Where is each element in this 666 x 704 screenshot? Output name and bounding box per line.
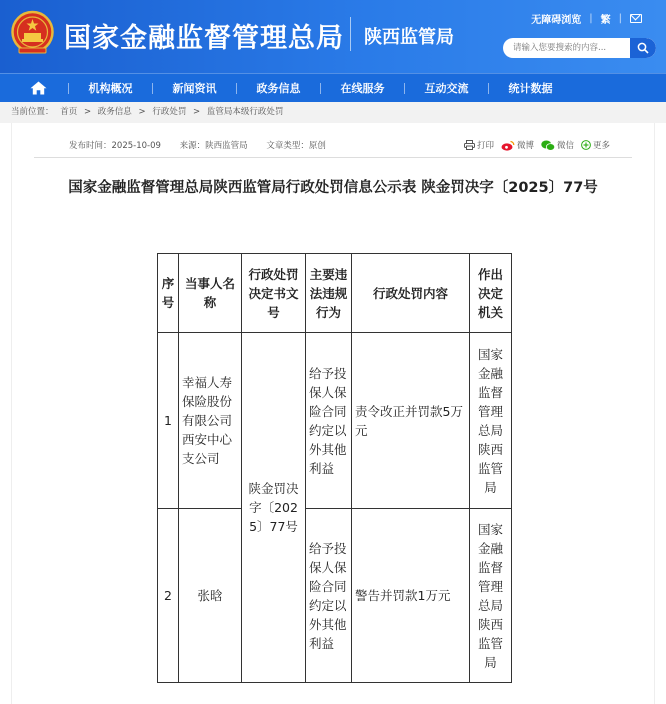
header-cell-authority: 作出决定机关	[470, 254, 512, 333]
site-header	[0, 0, 666, 73]
weibo-label: 微博	[517, 141, 535, 151]
breadcrumb-label: 当前位置：	[11, 107, 54, 117]
search-input[interactable]	[503, 38, 631, 58]
cell-party: 张晗	[179, 509, 242, 683]
article-type: 文章类型：原创	[266, 141, 326, 151]
weibo-share-button[interactable]	[501, 139, 534, 151]
share-bar	[464, 139, 614, 151]
cell-party: 幸福人寿保险股份有限公司西安中心支公司	[179, 333, 242, 509]
breadcrumb-separator: >	[193, 107, 201, 117]
search-icon	[637, 42, 649, 54]
more-share-button[interactable]	[581, 139, 610, 151]
branch-name[interactable]: 陕西监管局	[364, 27, 454, 48]
search-box	[503, 38, 656, 58]
header-divider	[350, 17, 351, 51]
wechat-label: 微信	[557, 141, 575, 151]
publish-time: 发布时间：2025-10-09	[69, 141, 161, 151]
breadcrumb-item-penalties[interactable]: 行政处罚	[152, 107, 187, 117]
print-button[interactable]	[464, 139, 494, 151]
nav-item-news[interactable]: 新闻资讯	[172, 82, 217, 95]
print-label: 打印	[477, 141, 495, 151]
breadcrumb-item-government-info[interactable]: 政务信息	[97, 107, 132, 117]
table-header-row	[158, 254, 512, 333]
wechat-icon	[541, 140, 555, 151]
accessibility-link[interactable]: 无障碍浏览	[531, 15, 582, 26]
header-cell-party: 当事人名称	[179, 254, 242, 333]
weibo-icon	[501, 140, 515, 151]
nav-item-about[interactable]: 机构概况	[88, 82, 133, 95]
top-link-separator: |	[589, 13, 593, 24]
header-cell-no: 序号	[158, 254, 179, 333]
meta-divider	[34, 157, 632, 158]
mail-icon[interactable]	[630, 14, 642, 23]
cell-penalty: 责令改正并罚款5万元	[352, 333, 470, 509]
cell-no: 1	[158, 333, 179, 509]
cell-violation: 给予投保人保险合同约定以外其他利益	[306, 333, 352, 509]
breadcrumb-item-home[interactable]: 首页	[60, 107, 78, 117]
site-name[interactable]: 国家金融监督管理总局	[64, 23, 344, 54]
breadcrumb-item-local-penalties[interactable]: 监管局本级行政处罚	[206, 107, 284, 117]
wechat-share-button[interactable]	[541, 139, 574, 151]
penalty-table	[157, 253, 512, 683]
nav-item-interaction[interactable]: 互动交流	[424, 82, 469, 95]
top-links	[531, 11, 642, 26]
more-label: 更多	[593, 141, 611, 151]
article-title: 国家金融监督管理总局陕西监管局行政处罚信息公示表 陕金罚决字〔2025〕77号	[68, 180, 598, 196]
home-icon[interactable]	[30, 81, 47, 95]
header-cell-penalty: 行政处罚内容	[352, 254, 470, 333]
top-link-separator: |	[618, 13, 622, 24]
nav-item-government-info[interactable]: 政务信息	[256, 82, 301, 95]
table-row	[158, 333, 512, 509]
cell-decision-no: 陕金罚决字〔2025〕77号	[242, 333, 306, 683]
cell-authority: 国家金融监督管理总局陕西监管局	[470, 333, 512, 509]
search-button[interactable]	[630, 38, 656, 58]
breadcrumb-separator: >	[83, 107, 92, 117]
traditional-chinese-link[interactable]: 繁	[600, 15, 611, 26]
article-meta	[69, 139, 342, 151]
main-nav	[0, 73, 666, 102]
cell-penalty: 警告并罚款1万元	[352, 509, 470, 683]
article-source: 来源：陕西监管局	[179, 141, 248, 151]
nav-item-online-services[interactable]: 在线服务	[340, 82, 385, 95]
breadcrumb	[0, 102, 666, 123]
cell-violation: 给予投保人保险合同约定以外其他利益	[306, 509, 352, 683]
plus-circle-icon	[581, 140, 591, 150]
nav-item-statistics[interactable]: 统计数据	[508, 82, 553, 95]
national-emblem-icon	[11, 10, 54, 56]
header-cell-decision-no: 行政处罚决定书文号	[242, 254, 306, 333]
breadcrumb-separator: >	[138, 107, 146, 117]
header-cell-violation: 主要违法违规行为	[306, 254, 352, 333]
table-row	[158, 509, 512, 683]
cell-authority: 国家金融监督管理总局陕西监管局	[470, 509, 512, 683]
cell-no: 2	[158, 509, 179, 683]
printer-icon	[464, 140, 475, 150]
